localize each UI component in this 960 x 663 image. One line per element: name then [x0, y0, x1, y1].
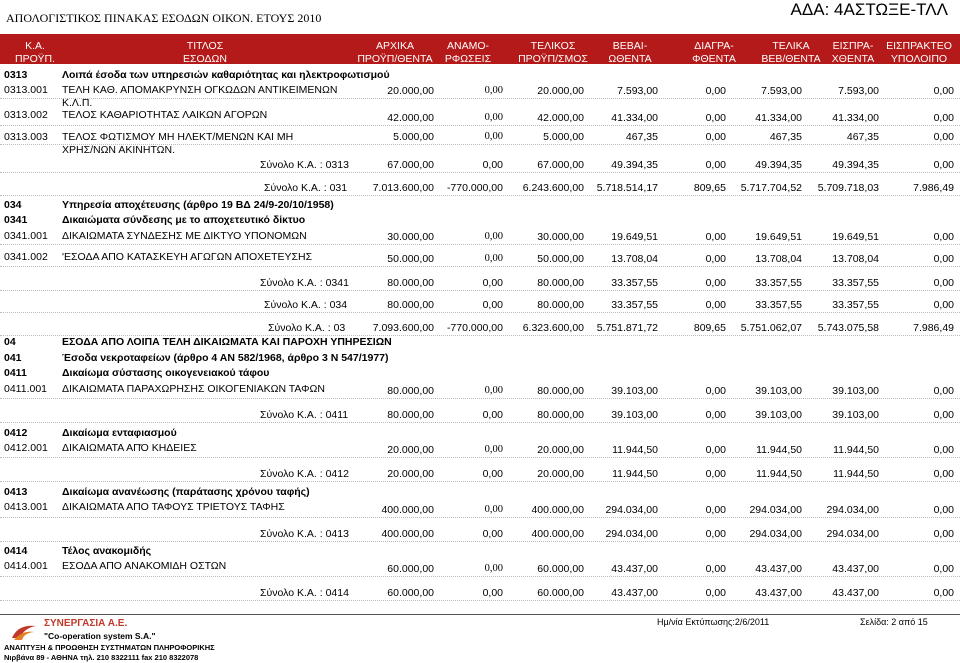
column-header: [438, 40, 498, 66]
cell-value: 0,00: [705, 409, 726, 421]
cell-value: 50.000,00: [387, 253, 434, 265]
row-title: ΤΕΛΟΣ ΚΑΘΑΡΙΟΤΗΤΑΣ ΛΑΙΚΩΝ ΑΓΟΡΩΝ: [62, 109, 268, 121]
footer-company: ΣΥΝΕΡΓΑΣΙΑ Α.Ε.: [44, 618, 128, 629]
column-header-line: ΕΙΣΠΡΑ-: [832, 40, 874, 52]
row-title: Δικαίωμα ενταφιασμού: [62, 427, 177, 439]
cell-value: 11.944,50: [833, 468, 879, 480]
row-divider: [0, 125, 960, 126]
cell-value: 67.000,00: [537, 159, 584, 171]
subtotal-label: Σύνολο Κ.Α. : 0414: [260, 587, 349, 599]
subtotal-label: Σύνολο Κ.Α. : 0341: [260, 277, 349, 289]
cell-value: 13.708,04: [755, 253, 802, 265]
cell-value: 0,00: [705, 131, 726, 143]
row-title: Λοιπά έσοδα των υπηρεσιών καθαριότητας και ηλεκτροφωτισμού: [62, 69, 390, 81]
subtotal-label: Σύνολο Κ.Α. : 0413: [260, 528, 349, 540]
cell-value: 400.000,00: [531, 504, 584, 516]
cell-value: 11.944,50: [612, 468, 658, 480]
cell-value: 80.000,00: [537, 299, 584, 311]
cell-value: 0,00: [933, 504, 954, 516]
cell-value: 0,00: [482, 277, 503, 289]
row-divider: [0, 244, 960, 245]
column-header: [820, 40, 886, 66]
column-header-line: ΤΕΛΙΚΑ: [772, 40, 810, 52]
row-code: 0413: [4, 486, 28, 498]
row-divider: [0, 600, 960, 601]
cell-value: 0,00: [484, 563, 503, 574]
subtotal-label: Σύνολο Κ.Α. : 0313: [260, 159, 349, 171]
column-header-line: ΠΡΟΫΠ.: [15, 53, 55, 65]
cell-value: 0,00: [705, 277, 726, 289]
cell-value: 20.000,00: [387, 85, 434, 97]
cell-value: 11.944,50: [756, 468, 802, 480]
cell-value: 11.944,50: [756, 444, 802, 456]
cell-value: 80.000,00: [387, 409, 434, 421]
column-header-line: ΤΙΤΛΟΣ: [186, 40, 224, 52]
cell-value: 60.000,00: [537, 587, 584, 599]
column-header-line: ΒΕΒΑΙ-: [612, 40, 648, 52]
cell-value: 43.437,00: [832, 563, 879, 575]
table-header: [0, 34, 960, 64]
cell-value: 5.743.075,58: [817, 322, 879, 334]
cell-value: 5.000,00: [543, 131, 584, 143]
cell-value: 43.437,00: [611, 563, 658, 575]
cell-value: 43.437,00: [755, 563, 802, 575]
row-code: 0341: [4, 214, 28, 226]
cell-value: 400.000,00: [381, 504, 434, 516]
row-code: 0313.001: [4, 84, 48, 96]
cell-value: 0,00: [705, 231, 726, 243]
footer-tagline: ΑΝΑΠΤΥΞΗ & ΠΡΟΩΘΗΣΗ ΣΥΣΤΗΜΑΤΩΝ ΠΛΗΡΟΦΟΡΙΚΗΣ: [4, 643, 215, 652]
cell-value: 80.000,00: [537, 409, 584, 421]
cell-value: 11.944,50: [612, 444, 658, 456]
cell-value: 39.103,00: [755, 409, 802, 421]
cell-value: 80.000,00: [537, 277, 584, 289]
cell-value: 467,35: [625, 131, 658, 143]
row-divider: [0, 98, 960, 99]
row-title: ΕΣΟΔΑ ΑΠΟ ΛΟΙΠΑ ΤΕΛΗ ΔΙΚΑΙΩΜΑΤΑ ΚΑΙ ΠΑΡΟΧΗ ΥΠΗΡΕΣΙΩΝ: [62, 336, 392, 348]
cell-value: 0,00: [933, 277, 954, 289]
row-code: 034: [4, 199, 22, 211]
cell-value: 80.000,00: [387, 277, 434, 289]
report-title: ΑΠΟΛΟΓΙΣΤΙΚΟΣ ΠΙΝΑΚΑΣ ΕΣΟΔΩΝ ΟΙΚΟΝ. ΕΤΟΥΣ 2010: [6, 11, 322, 25]
row-code: 0411.001: [4, 383, 48, 395]
cell-value: 0,00: [933, 112, 954, 124]
row-code: 0313.003: [4, 131, 48, 143]
row-code: 0414.001: [4, 560, 48, 572]
cell-value: 33.357,55: [832, 299, 879, 311]
cell-value: 467,35: [846, 131, 879, 143]
column-header: [350, 40, 440, 66]
cell-value: 294.034,00: [605, 528, 658, 540]
row-divider: [0, 457, 960, 458]
cell-value: 13.708,04: [611, 253, 658, 265]
cell-value: 0,00: [933, 299, 954, 311]
row-code: 041: [4, 352, 22, 364]
cell-value: 30.000,00: [537, 231, 584, 243]
row-title: Υπηρεσία αποχέτευσης (άρθρο 19 ΒΔ 24/9-20/10/1958): [62, 199, 334, 211]
company-logo-icon: [10, 622, 38, 642]
cell-value: 13.708,04: [832, 253, 879, 265]
cell-value: 0,00: [484, 231, 503, 242]
row-divider: [0, 266, 960, 267]
cell-value: 5.751.062,07: [740, 322, 802, 334]
cell-value: 0,00: [484, 131, 503, 142]
cell-value: 41.334,00: [755, 112, 802, 124]
cell-value: 0,00: [484, 504, 503, 515]
row-divider: [0, 312, 960, 313]
cell-value: 0,00: [705, 299, 726, 311]
cell-value: 0,00: [705, 468, 726, 480]
cell-value: 0,00: [484, 85, 503, 96]
cell-value: 0,00: [933, 468, 954, 480]
cell-value: 20.000,00: [387, 468, 434, 480]
row-title: ΔΙΚΑΙΩΜΑΤΑ ΑΠΌ ΚΗΔΕΙΕΣ: [62, 442, 197, 454]
row-code: 0412.001: [4, 442, 48, 454]
cell-value: 0,00: [705, 444, 726, 456]
cell-value: 809,65: [693, 182, 726, 194]
cell-value: 7.593,00: [838, 85, 879, 97]
row-divider: [0, 144, 960, 145]
subtotal-label: Σύνολο Κ.Α. : 034: [264, 299, 348, 311]
cell-value: 49.394,35: [611, 159, 658, 171]
row-divider: [0, 398, 960, 399]
cell-value: 60.000,00: [537, 563, 584, 575]
row-divider: [0, 517, 960, 518]
column-header-line: ΕΣΟΔΩΝ: [183, 53, 227, 65]
column-header-line: ΩΘΕΝΤΑ: [608, 53, 652, 65]
cell-value: -770.000,00: [446, 322, 503, 334]
cell-value: 50.000,00: [537, 253, 584, 265]
cell-value: 43.437,00: [755, 587, 802, 599]
cell-value: 20.000,00: [387, 444, 434, 456]
cell-value: 0,00: [933, 528, 954, 540]
cell-value: 6.243.600,00: [522, 182, 584, 194]
row-code: 04: [4, 336, 16, 348]
cell-value: 0,00: [933, 159, 954, 171]
row-divider: [0, 576, 960, 577]
row-title: Δικαίωμα σύστασης οικογενειακού τάφου: [62, 367, 270, 379]
cell-value: 19.649,51: [832, 231, 879, 243]
cell-value: 0,00: [705, 504, 726, 516]
cell-value: 0,00: [482, 299, 503, 311]
cell-value: 80.000,00: [387, 299, 434, 311]
row-title: Τέλος ανακομιδής: [62, 545, 152, 557]
cell-value: 6.323.600,00: [522, 322, 584, 334]
cell-value: 5.000,00: [393, 131, 434, 143]
cell-value: 80.000,00: [387, 385, 434, 397]
cell-value: 39.103,00: [611, 409, 658, 421]
row-divider: [0, 541, 960, 542]
row-code: 0413.001: [4, 501, 48, 513]
footer-address: Νιρβάνα 89 - ΑΘΗΝΑ τηλ. 210 8322111 fax 210 8322078: [4, 653, 199, 662]
cell-value: 49.394,35: [832, 159, 879, 171]
cell-value: 0,00: [705, 85, 726, 97]
column-header: [150, 40, 260, 66]
cell-value: 400.000,00: [531, 528, 584, 540]
cell-value: 0,00: [484, 253, 503, 264]
cell-value: 20.000,00: [537, 85, 584, 97]
row-title-cont: ΧΡΗΣ/ΝΩΝ ΑΚΙΝΗΤΩΝ.: [62, 144, 176, 156]
cell-value: 0,00: [482, 468, 503, 480]
row-code: 0411: [4, 367, 27, 379]
cell-value: 7.593,00: [617, 85, 658, 97]
cell-value: 60.000,00: [387, 587, 434, 599]
print-date: Ημ/νία Εκτύπωσης:2/6/2011: [657, 617, 770, 627]
row-code: 0313: [4, 69, 28, 81]
cell-value: 0,00: [705, 253, 726, 265]
footer-brand: "Co-operation system S.A.": [44, 631, 156, 641]
cell-value: 19.649,51: [611, 231, 658, 243]
cell-value: 0,00: [933, 253, 954, 265]
cell-value: 49.394,35: [755, 159, 802, 171]
cell-value: 20.000,00: [537, 468, 584, 480]
row-code: 0313.002: [4, 109, 48, 121]
cell-value: 0,00: [933, 587, 954, 599]
column-header-line: ΑΡΧΙΚΑ: [376, 40, 414, 52]
column-header-line: ΦΘΕΝΤΑ: [692, 53, 736, 65]
document-title-bar: [0, 0, 960, 30]
cell-value: 0,00: [933, 444, 954, 456]
cell-value: 33.357,55: [755, 299, 802, 311]
cell-value: 0,00: [705, 528, 726, 540]
page-number: Σελίδα: 2 από 15: [860, 617, 928, 627]
row-title: Έσοδα νεκροταφείων (άρθρο 4 ΑΝ 582/1968, άρθρο 3 Ν 547/1977): [62, 352, 389, 364]
cell-value: 0,00: [482, 528, 503, 540]
cell-value: 0,00: [484, 444, 503, 455]
column-header-line: ΠΡΟΫΠ/ΘΕΝΤΑ: [357, 53, 433, 65]
cell-value: 0,00: [482, 587, 503, 599]
ada-code: ΑΔΑ: 4ΑΣΤΩΞΕ-ΤΛΛ: [790, 0, 948, 19]
cell-value: 11.944,50: [833, 444, 879, 456]
column-header-line: ΑΝΑΜΟ-: [447, 40, 489, 52]
cell-value: 7.093.600,00: [372, 322, 434, 334]
cell-value: 0,00: [484, 385, 503, 396]
cell-value: 294.034,00: [605, 504, 658, 516]
subtotal-label: Σύνολο Κ.Α. : 0411: [260, 409, 349, 421]
subtotal-label: Σύνολο Κ.Α. : 03: [268, 322, 346, 334]
cell-value: 809,65: [693, 322, 726, 334]
cell-value: 0,00: [933, 409, 954, 421]
cell-value: 33.357,55: [611, 299, 658, 311]
row-title-cont: Κ.Λ.Π.: [62, 97, 93, 109]
column-header-line: ΧΘΕΝΤΑ: [831, 53, 875, 65]
cell-value: 7.986,49: [913, 182, 954, 194]
row-code: 0412: [4, 427, 28, 439]
cell-value: 39.103,00: [832, 409, 879, 421]
cell-value: 0,00: [933, 85, 954, 97]
cell-value: 43.437,00: [611, 587, 658, 599]
cell-value: 0,00: [705, 159, 726, 171]
cell-value: 7.986,49: [913, 322, 954, 334]
cell-value: 0,00: [705, 563, 726, 575]
row-title: ΔΙΚΑΙΩΜΑΤΑ ΑΠΟ ΤΑΦΟΥΣ ΤΡΙΕΤΟΥΣ ΤΑΦΗΣ: [62, 501, 285, 513]
column-header: [598, 40, 662, 66]
row-title: Δικαιώματα σύνδεσης με το αποχετευτικό δίκτυο: [62, 214, 306, 226]
cell-value: 42.000,00: [387, 112, 434, 124]
cell-value: 39.103,00: [832, 385, 879, 397]
cell-value: 80.000,00: [537, 385, 584, 397]
subtotal-label: Σύνολο Κ.Α. : 0412: [260, 468, 349, 480]
cell-value: 0,00: [933, 385, 954, 397]
cell-value: 41.334,00: [611, 112, 658, 124]
column-header: [880, 40, 958, 66]
row-title: ΤΕΛΗ ΚΑΘ. ΑΠΟΜΑΚΡΥΝΣΗ ΟΓΚΩΔΩΝ ΑΝΤΙΚΕΙΜΕΝΩΝ: [62, 84, 338, 96]
cell-value: 467,35: [769, 131, 802, 143]
row-title: ΕΣΟΔΑ ΑΠΟ ΑΝΑΚΟΜΙΔΗ ΟΣΤΩΝ: [62, 560, 227, 572]
cell-value: 43.437,00: [832, 587, 879, 599]
row-divider: [0, 481, 960, 482]
cell-value: 294.034,00: [749, 504, 802, 516]
column-header: [508, 40, 598, 66]
cell-value: 60.000,00: [387, 563, 434, 575]
cell-value: 0,00: [482, 409, 503, 421]
cell-value: 33.357,55: [832, 277, 879, 289]
row-title: 'ΕΣΟΔΑ ΑΠΟ ΚΑΤΑΣΚΕΥΗ ΑΓΩΓΩΝ ΑΠΟΧΕΤΕΥΣΗΣ: [62, 251, 313, 263]
cell-value: 0,00: [484, 112, 503, 123]
row-divider: [0, 422, 960, 423]
cell-value: 7.593,00: [761, 85, 802, 97]
cell-value: -770.000,00: [446, 182, 503, 194]
footer-divider: [0, 614, 960, 615]
cell-value: 5.718.514,17: [596, 182, 658, 194]
cell-value: 5.709.718,03: [817, 182, 879, 194]
cell-value: 20.000,00: [537, 444, 584, 456]
cell-value: 0,00: [705, 112, 726, 124]
subtotal-label: Σύνολο Κ.Α. : 031: [264, 182, 348, 194]
cell-value: 294.034,00: [826, 504, 879, 516]
cell-value: 0,00: [705, 587, 726, 599]
row-title: ΔΙΚΑΙΩΜΑΤΑ ΠΑΡΑΧΩΡΗΣΗΣ ΟΙΚΟΓΕΝΙΑΚΩΝ ΤΑΦΩΝ: [62, 383, 325, 395]
column-header-line: Κ.Α.: [25, 40, 45, 52]
column-header-line: ΒΕΒ/ΘΕΝΤΑ: [761, 53, 821, 65]
cell-value: 67.000,00: [387, 159, 434, 171]
cell-value: 0,00: [933, 231, 954, 243]
column-header-line: ΔΙΑΓΡΑ-: [694, 40, 734, 52]
row-title: ΔΙΚΑΙΩΜΑΤΑ ΣΥΝΔΕΣΗΣ ΜΕ ΔΙΚΤΥΟ ΥΠΟΝΟΜΩΝ: [62, 230, 307, 242]
column-header-line: ΡΦΩΣΕΙΣ: [444, 53, 492, 65]
cell-value: 0,00: [933, 563, 954, 575]
cell-value: 39.103,00: [611, 385, 658, 397]
column-header: [4, 40, 66, 66]
cell-value: 5.751.871,72: [596, 322, 658, 334]
cell-value: 294.034,00: [749, 528, 802, 540]
cell-value: 5.717.704,52: [740, 182, 802, 194]
row-divider: [0, 290, 960, 291]
column-header-line: ΥΠΟΛΟΙΠΟ: [890, 53, 948, 65]
cell-value: 30.000,00: [387, 231, 434, 243]
column-header-line: ΤΕΛΙΚΟΣ: [530, 40, 576, 52]
cell-value: 400.000,00: [381, 528, 434, 540]
row-title: ΤΕΛΟΣ ΦΩΤΙΣΜΟΥ ΜΗ ΗΛΕΚΤ/ΜΕΝΩΝ ΚΑΙ ΜΗ: [62, 131, 294, 143]
column-header: [676, 40, 752, 66]
row-divider: [0, 195, 960, 196]
row-code: 0341.001: [4, 230, 48, 242]
cell-value: 19.649,51: [755, 231, 802, 243]
row-divider: [0, 172, 960, 173]
cell-value: 294.034,00: [826, 528, 879, 540]
column-header-line: ΕΙΣΠΡΑΚΤΕΟ: [886, 40, 952, 52]
cell-value: 33.357,55: [611, 277, 658, 289]
row-code: 0341.002: [4, 251, 48, 263]
cell-value: 7.013.600,00: [372, 182, 434, 194]
column-header-line: ΠΡΟΫΠ/ΣΜΟΣ: [518, 53, 588, 65]
cell-value: 33.357,55: [755, 277, 802, 289]
cell-value: 39.103,00: [755, 385, 802, 397]
cell-value: 42.000,00: [537, 112, 584, 124]
row-code: 0414: [4, 545, 28, 557]
row-title: Δικαίωμα ανανέωσης (παράτασης χρόνου ταφής): [62, 486, 310, 498]
cell-value: 0,00: [705, 385, 726, 397]
cell-value: 41.334,00: [832, 112, 879, 124]
cell-value: 0,00: [933, 131, 954, 143]
cell-value: 0,00: [482, 159, 503, 171]
